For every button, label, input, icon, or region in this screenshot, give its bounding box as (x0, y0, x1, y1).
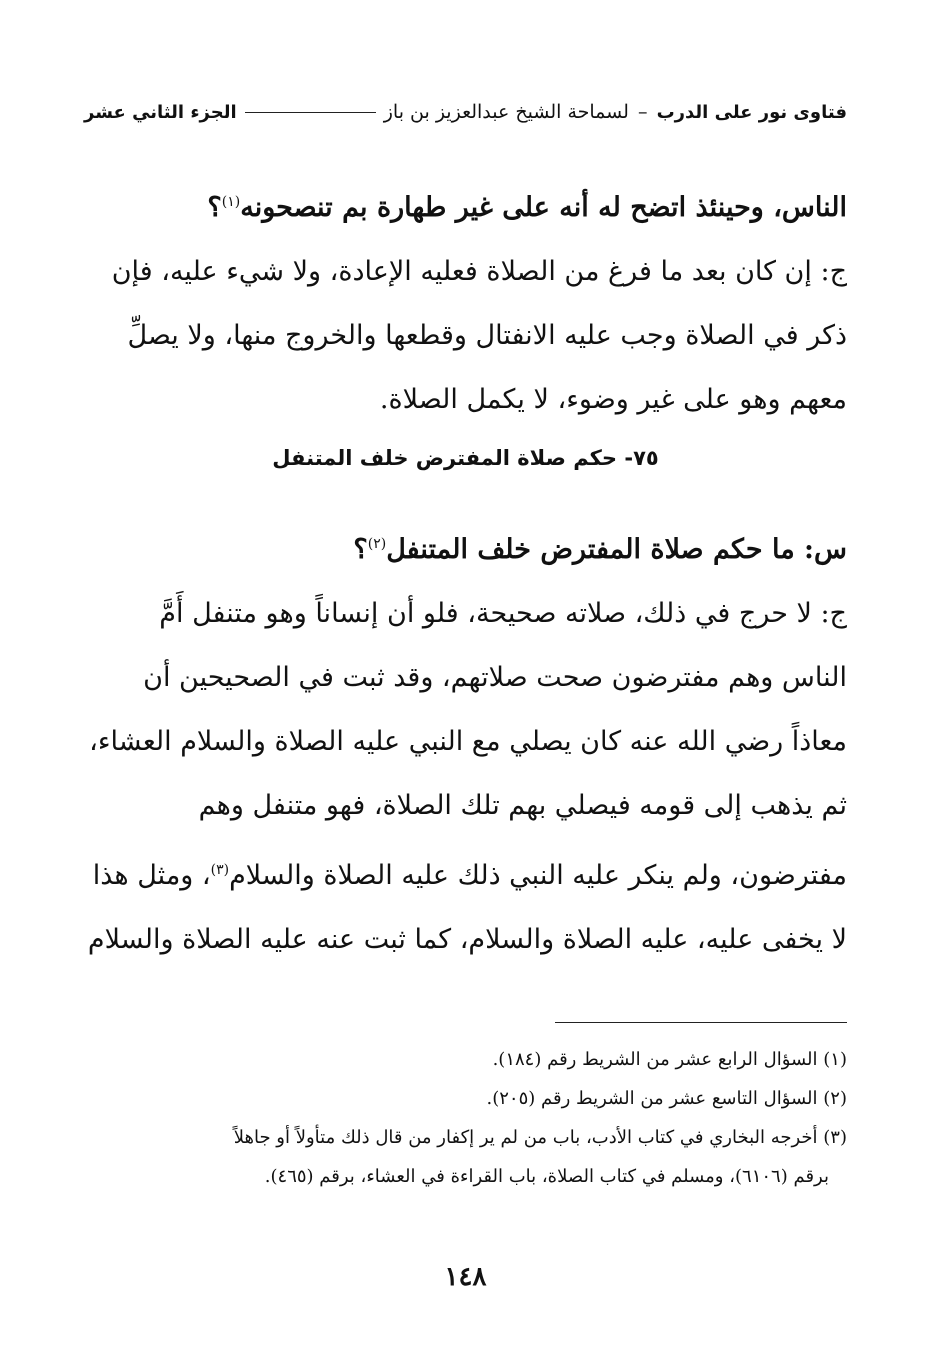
footnotes (84, 1040, 847, 1196)
question-text: الناس، وحينئذ اتضح له أنه على غير طهارة بم تنصحونه (240, 192, 847, 223)
answer-text: مفترضون، ولم ينكر عليه النبي ذلك عليه الصلاة والسلام (229, 860, 847, 891)
question-mark: ؟ (207, 192, 222, 223)
answer-line: ج: لا حرج في ذلك، صلاته صحيحة، فلو أن إنساناً وهو متنفل أَمَّ (159, 598, 847, 629)
footnote-3-continued: برقم (٦١٠٦)، ومسلم في كتاب الصلاة، باب القراءة في العشاء، برقم (٤٦٥). (264, 1166, 829, 1187)
continued-question (84, 170, 847, 432)
footnote-ref: (٣) (210, 862, 230, 878)
question-answer-75 (84, 512, 847, 972)
answer-line (84, 838, 847, 908)
footnote-rule (555, 1022, 847, 1023)
running-header (84, 92, 847, 132)
answer-line: لا يخفى عليه، عليه الصلاة والسلام، كما ثبت عنه عليه الصلاة والسلام (87, 924, 847, 955)
footnote-ref: (١) (221, 194, 241, 210)
footnote-2: (٢) السؤال التاسع عشر من الشريط رقم (٢٠٥). (486, 1088, 847, 1109)
footnote-3: (٣) أخرجه البخاري في كتاب الأدب، باب من لم ير إكفار من قال ذلك متأولاً أو جاهلاً (233, 1127, 847, 1148)
question-mark: ؟ (353, 534, 368, 565)
volume-part: الجزء الثاني عشر (84, 101, 237, 123)
footnote-1: (١) السؤال الرابع عشر من الشريط رقم (١٨٤). (492, 1049, 847, 1070)
answer-line: معهم وهو على غير وضوء، لا يكمل الصلاة. (379, 384, 847, 415)
answer-line: ذكر في الصلاة وجب عليه الانفتال وقطعها والخروج منها، ولا يصلِّ (127, 320, 847, 351)
answer-text: ، ومثل هذا (92, 860, 211, 891)
answer-line: الناس وهم مفترضون صحت صلاتهم، وقد ثبت في الصحيحين أن (143, 662, 847, 693)
question-text: س: ما حكم صلاة المفترض خلف المتنفل (386, 534, 847, 565)
running-header-title (384, 101, 847, 123)
footnote-ref: (٢) (367, 536, 387, 552)
page-number: ١٤٨ (444, 1262, 487, 1292)
header-rule (245, 112, 376, 113)
answer-line: ثم يذهب إلى قومه فيصلي بهم تلك الصلاة، فهو متنفل وهم (198, 790, 847, 821)
section-heading: ٧٥- حكم صلاة المفترض خلف المتنفل (272, 446, 659, 470)
answer-line: معاذاً رضي الله عنه كان يصلي مع النبي عليه الصلاة والسلام العشاء، (89, 726, 847, 757)
question-line (84, 170, 847, 240)
question-line (84, 512, 847, 582)
book-title: فتاوى نور على الدرب (656, 102, 847, 123)
answer-line: ج: إن كان بعد ما فرغ من الصلاة فعليه الإعادة، ولا شيء عليه، فإن (111, 256, 847, 287)
author-name: لسماحة الشيخ عبدالعزيز بن باز (383, 101, 629, 123)
header-dash: – (637, 101, 648, 123)
